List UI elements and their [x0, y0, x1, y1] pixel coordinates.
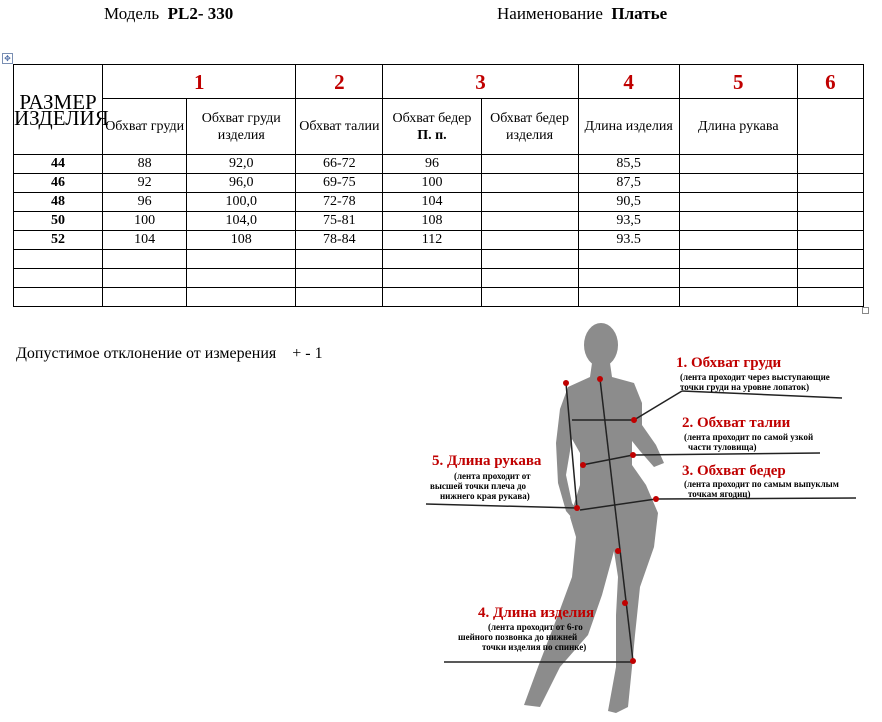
table-row [14, 212, 864, 231]
cell-empty [679, 174, 797, 193]
cell-size: 52 [14, 231, 103, 250]
model-value: PL2- 330 [167, 4, 234, 23]
size-header: РАЗМЕР ИЗДЕЛИЯ [14, 65, 103, 155]
table-resize-handle[interactable] [862, 307, 869, 314]
cell-waist: 78-84 [296, 231, 383, 250]
cell-empty [481, 212, 578, 231]
cell-chest-product: 100,0 [187, 193, 296, 212]
cell-empty [797, 155, 863, 174]
col-length: Длина изделия [578, 99, 679, 155]
column-label-row [14, 99, 864, 155]
cell-length: 93,5 [578, 212, 679, 231]
group-4: 4 [578, 65, 679, 99]
table-row [14, 231, 864, 250]
cell-chest: 96 [103, 193, 187, 212]
cell-chest-product: 92,0 [187, 155, 296, 174]
m2-title: 2. Обхват талии [682, 415, 791, 431]
col-hips-pp: П. п. [417, 127, 447, 143]
m2-note-2: части туловища) [688, 442, 757, 452]
cell-empty [481, 155, 578, 174]
cell-length: 90,5 [578, 193, 679, 212]
cell-size: 44 [14, 155, 103, 174]
empty-row [14, 288, 864, 307]
m2-note-1: (лента проходит по самой узкой [684, 432, 814, 442]
cell-empty [797, 212, 863, 231]
m4-note-3: точки изделия по спинке) [482, 642, 587, 652]
cell-waist: 66-72 [296, 155, 383, 174]
cell-chest: 100 [103, 212, 187, 231]
cell-empty [679, 231, 797, 250]
m5-title: 5. Длина рукава [432, 453, 542, 469]
cell-chest-product: 96,0 [187, 174, 296, 193]
cell-hips: 96 [383, 155, 481, 174]
cell-chest: 92 [103, 174, 187, 193]
size-table [13, 64, 864, 307]
col-hips-label: Обхват бедер [392, 110, 472, 126]
empty-row [14, 250, 864, 269]
table-row [14, 155, 864, 174]
model-label: Модель [104, 4, 160, 23]
cell-empty [679, 212, 797, 231]
m5-note-1: (лента проходит от [454, 471, 531, 481]
table-row [14, 174, 864, 193]
cell-length: 85,5 [578, 155, 679, 174]
cell-length: 87,5 [578, 174, 679, 193]
m1-title: 1. Обхват груди [676, 355, 782, 371]
col-chest-product: Обхват груди изделия [187, 99, 296, 155]
cell-empty [797, 174, 863, 193]
tolerance-value: + - 1 [292, 345, 323, 362]
col-waist: Обхват талии [296, 99, 383, 155]
cell-chest-product: 104,0 [187, 212, 296, 231]
measurement-figure [420, 315, 870, 720]
group-1: 1 [103, 65, 296, 99]
group-6: 6 [797, 65, 863, 99]
cell-hips: 108 [383, 212, 481, 231]
m5-note-2: высшей точки плеча до [430, 481, 527, 491]
group-3: 3 [383, 65, 578, 99]
cell-hips: 100 [383, 174, 481, 193]
cell-size: 48 [14, 193, 103, 212]
cell-chest: 88 [103, 155, 187, 174]
cell-empty [679, 155, 797, 174]
m4-note-1: (лента проходит от 6-го [488, 622, 583, 632]
model-header [104, 4, 233, 24]
cell-chest: 104 [103, 231, 187, 250]
col-chest: Обхват груди [103, 99, 187, 155]
m3-note-2: точкам ягодиц) [688, 489, 751, 499]
cell-hips: 112 [383, 231, 481, 250]
cell-waist: 72-78 [296, 193, 383, 212]
m1-note-2: точки груди на уровне лопаток) [680, 382, 810, 392]
cell-hips: 104 [383, 193, 481, 212]
m1-note-1: (лента проходит через выступающие [680, 372, 830, 382]
m5-note-3: нижнего края рукава) [440, 491, 530, 501]
table-row [14, 193, 864, 212]
col-empty [797, 99, 863, 155]
tolerance-label: Допустимое отклонение от измерения [16, 345, 277, 362]
group-number-row [14, 65, 864, 99]
cell-empty [481, 231, 578, 250]
cell-empty [679, 193, 797, 212]
empty-row [14, 269, 864, 288]
name-value: Платье [611, 4, 668, 23]
cell-size: 50 [14, 212, 103, 231]
tolerance-line [16, 345, 323, 363]
group-5: 5 [679, 65, 797, 99]
cell-size: 46 [14, 174, 103, 193]
m3-note-1: (лента проходит по самым выпуклым [684, 479, 839, 489]
name-header [497, 4, 667, 24]
col-sleeve: Длина рукава [679, 99, 797, 155]
cell-empty [481, 193, 578, 212]
col-hips [383, 99, 481, 155]
cell-length: 93.5 [578, 231, 679, 250]
m3-title: 3. Обхват бедер [682, 463, 786, 479]
m4-title: 4. Длина изделия [478, 605, 595, 621]
name-label: Наименование [497, 4, 603, 23]
m4-note-2: шейного позвонка до нижней [458, 632, 578, 642]
cell-empty [481, 174, 578, 193]
cell-chest-product: 108 [187, 231, 296, 250]
cell-empty [797, 193, 863, 212]
cell-waist: 69-75 [296, 174, 383, 193]
col-hips-product: Обхват бедер изделия [481, 99, 578, 155]
cell-empty [797, 231, 863, 250]
group-2: 2 [296, 65, 383, 99]
table-move-handle-icon[interactable]: ✥ [2, 53, 13, 64]
cell-waist: 75-81 [296, 212, 383, 231]
woman-silhouette [524, 323, 664, 713]
